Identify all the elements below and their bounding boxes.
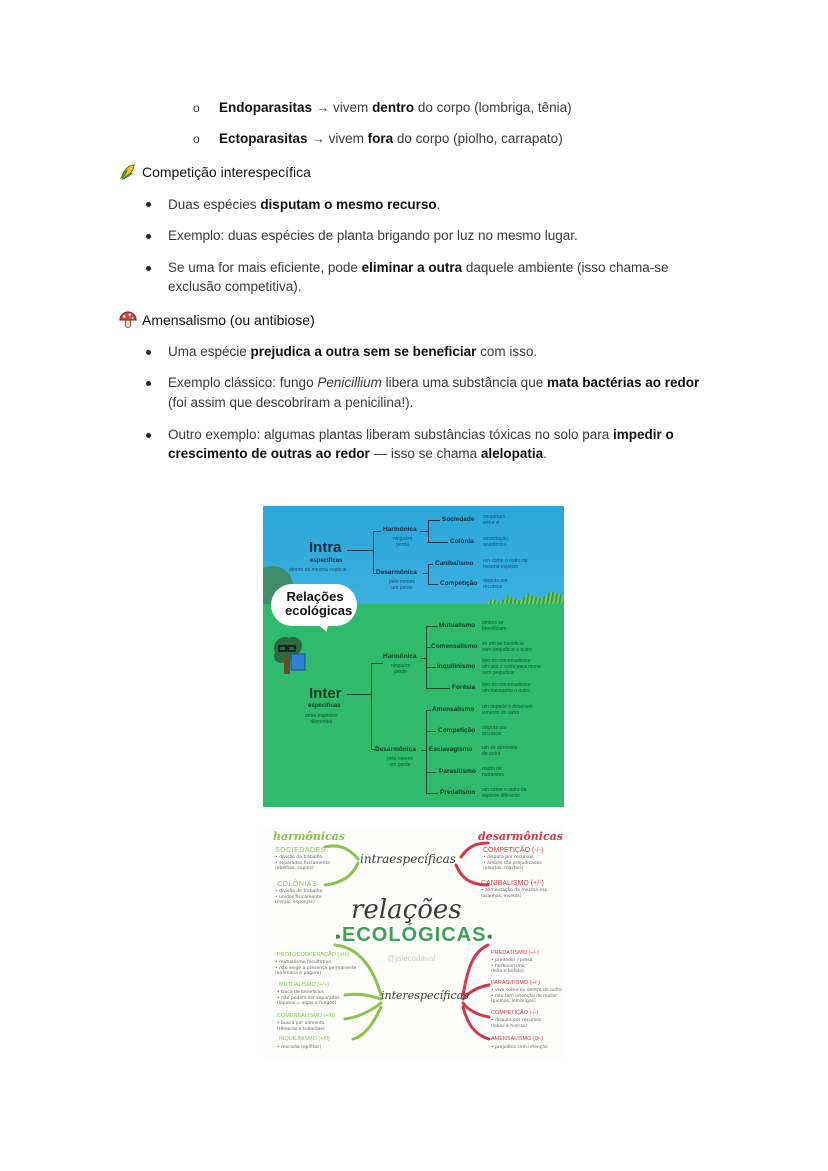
inquilinismo-label: Inquilinismo	[437, 663, 476, 670]
protocooperacao-notes: • mutualismo facultativo • não exige a presença permanente (anêmona e paguro)	[275, 960, 357, 976]
section-title-competicao: Competição interespecífica	[142, 164, 311, 180]
bubble-title: Relações ecológicas	[285, 589, 353, 618]
bullet	[146, 234, 151, 239]
sociedades-title: SOCIEDADES	[275, 847, 326, 854]
sociedades-notes: • divisão de trabalho • separados fisicamente (abelhas, cupins)	[275, 855, 331, 871]
foresia-label: Forésia	[452, 684, 476, 691]
esclavagismo-desc: um se aproveita do outro	[482, 745, 518, 757]
inter-desarmonica-label: Desarmônica	[375, 746, 416, 753]
corn-icon	[119, 163, 137, 181]
parasitismo-notes: • vive sobre ou dentro do outro • não tem intenção de matar (piolhos, lombrigas)	[491, 988, 562, 1004]
mutualismo-label: Mutualismo	[439, 622, 476, 629]
parasitismo-title: PARASITISMO (+/-)	[491, 980, 540, 986]
comensalismo-desc: só um se beneficia sem prejudicar o outro	[482, 641, 532, 653]
tree-mascot-icon	[271, 636, 311, 676]
bullet	[146, 350, 151, 355]
bullet	[146, 381, 151, 386]
sociedade-label: Sociedade	[442, 516, 475, 523]
bullet	[146, 266, 151, 271]
canibalismo-label: Canibalismo	[435, 560, 474, 567]
intra-title: Intra	[309, 539, 342, 556]
title-ecologicas: ⁍ECOLÓGICAS⁌	[335, 924, 494, 946]
infographic-mind-map	[263, 827, 564, 1059]
bullet-text: Exemplo: duas espécies de planta brigando por luz no mesmo lugar.	[168, 228, 578, 243]
colonia-label: Colônia	[450, 538, 474, 545]
inquilinismo-desc: tipo de comensalismo um usa o outro para morar sem prejudicar	[482, 658, 542, 676]
inter-harmonica-desc: ninguém perde	[391, 663, 411, 675]
inter-harmonica-label: Harmônica	[383, 653, 417, 660]
comensalismo-notes: • busca por alimento (rêmoras e tubarões)	[277, 1021, 325, 1032]
intra-desarmonica-desc: pelo menos um perde	[389, 579, 415, 591]
sub-bullet-circle: o	[193, 101, 200, 115]
bullet-text-continued: crescimento de outras ao redor — isso se chama alelopatia.	[168, 446, 547, 461]
mushroom-icon	[119, 311, 137, 329]
inter-subtitle: específicas	[308, 703, 341, 709]
amensalismo-label: Amensalismo	[432, 706, 475, 713]
bullet-text-continued: (foi assim que descobriram a penicilina!).	[168, 395, 414, 410]
intra-harmonica-desc: ninguém perde	[393, 536, 413, 548]
inter-title: Inter	[309, 685, 342, 702]
competicao-intra-title: COMPETIÇÃO (-/-)	[483, 847, 544, 854]
protocooperacao-title: PROTOCOOPERAÇÃO (+/+)	[277, 952, 350, 958]
bullet-text: Se uma for mais eficiente, pode eliminar a outra daquele ambiente (isso chama-se	[168, 260, 669, 275]
bullet-text-continued: exclusão competitiva).	[168, 279, 302, 294]
bullet-text: Duas espécies disputam o mesmo recurso.	[168, 197, 441, 212]
bullet-text: Outro exemplo: algumas plantas liberam substâncias tóxicas no solo para impedir o	[168, 427, 674, 442]
comensalismo-label: Comensalismo	[431, 643, 478, 650]
inquilinismo-notes: • moradia (epífitas)	[277, 1045, 322, 1050]
amensalismo-notes: • prejudica sem intenção	[491, 1045, 548, 1050]
predatismo-notes: • predador / presa • herbivorismo (leão e búfalo)	[491, 958, 533, 974]
parasitismo-label: Parasitismo	[439, 768, 476, 775]
harmonicas-label: harmônicas	[273, 830, 346, 843]
competicao-inter-title: COMPETIÇÃO (-/-)	[491, 1010, 539, 1016]
ectoparasitas-line: Ectoparasitas → vivem fora do corpo (piolho, carrapato)	[219, 131, 563, 146]
inter-desc: entre espécies diferentes	[305, 713, 338, 725]
mutualismo-title: MUTUALISMO (+/+)	[279, 982, 329, 988]
inter-desarmonica-desc: pelo menos um perde	[387, 756, 413, 768]
competicao-intra-desc: disputa por recursos	[483, 578, 508, 590]
predatismo-desc: um come o outro da espécie diferente	[482, 787, 527, 799]
interespecificas-label: interespecíficas	[381, 989, 469, 1002]
intraespecificas-label: intraespecíficas	[360, 852, 456, 866]
predatismo-label: Predatismo	[440, 789, 476, 796]
predatismo-title: PREDATISMO (+/-)	[491, 950, 539, 956]
intra-desarmonica-label: Desarmônica	[376, 569, 417, 576]
title-relacoes: relações	[351, 895, 462, 925]
intra-harmonica-label: Harmônica	[383, 526, 417, 533]
competicao-inter-notes: • disputa por recursos (lobos e hienas)	[491, 1018, 542, 1029]
competicao-inter-label: Competição	[438, 727, 476, 734]
esclavagismo-label: Esclavagismo	[429, 746, 473, 753]
comensalismo-title: COMENSALISMO (+/0)	[277, 1013, 335, 1019]
canibalismo-title: CANIBALISMO (+/-)	[481, 880, 544, 887]
colonia-desc: associação anatômica	[483, 536, 509, 548]
sub-bullet-circle: o	[193, 132, 200, 146]
inquilinismo-title: INQUILINISMO (+/0)	[279, 1036, 330, 1042]
sociedade-desc: cooperam entre si	[483, 514, 506, 526]
amensalismo-title: AMENSALISMO (0/-)	[491, 1036, 543, 1042]
colonias-notes: • divisão de trabalho • unidos fisicamente (corais, esponjas)	[275, 889, 323, 905]
canibalismo-notes: • alimentação da mesma esp. (aranhas, insetos)	[481, 888, 549, 899]
section-title-amensalismo: Amensalismo (ou antibiose)	[142, 312, 315, 328]
bullet	[146, 202, 151, 207]
bullet	[146, 433, 151, 438]
mutualismo-desc: ambos se beneficiam	[482, 620, 507, 632]
competicao-intra-notes: • disputa por recursos • ambos são prejudicados (plantas, machos)	[483, 855, 542, 871]
foresia-desc: tipo de comensalismo um transporta o outro	[482, 682, 531, 694]
watermark: @jalecodaval	[387, 954, 436, 963]
mutualismo-notes: • troca de benefícios • não podem ser separados (liquens = algas e fungos)	[277, 990, 340, 1006]
desarmonicas-label: desarmônicas	[478, 830, 563, 843]
competicao-intra-label: Competição	[440, 580, 478, 587]
parasitismo-desc: roubo de nutrientes	[482, 766, 504, 778]
intra-desc: dentro da mesma espécie	[289, 567, 347, 573]
colonias-title: COLÔNIAS	[277, 881, 318, 888]
intra-subtitle: específicas	[310, 558, 343, 564]
canibalismo-desc: um come o outro da mesma espécie	[483, 558, 528, 570]
infographic-relacoes-ecologicas-tree	[263, 506, 564, 807]
endoparasitas-line: Endoparasitas → vivem dentro do corpo (lombriga, tênia)	[219, 100, 572, 115]
bullet-text: Uma espécie prejudica a outra sem se beneficiar com isso.	[168, 344, 538, 359]
bullet-text: Exemplo clássico: fungo Penicillium libera uma substância que mata bactérias ao redor	[168, 375, 700, 390]
competicao-inter-desc: disputa por recursos	[482, 725, 507, 737]
amensalismo-desc: um impede o desenvol- vimento do outro	[482, 704, 534, 716]
